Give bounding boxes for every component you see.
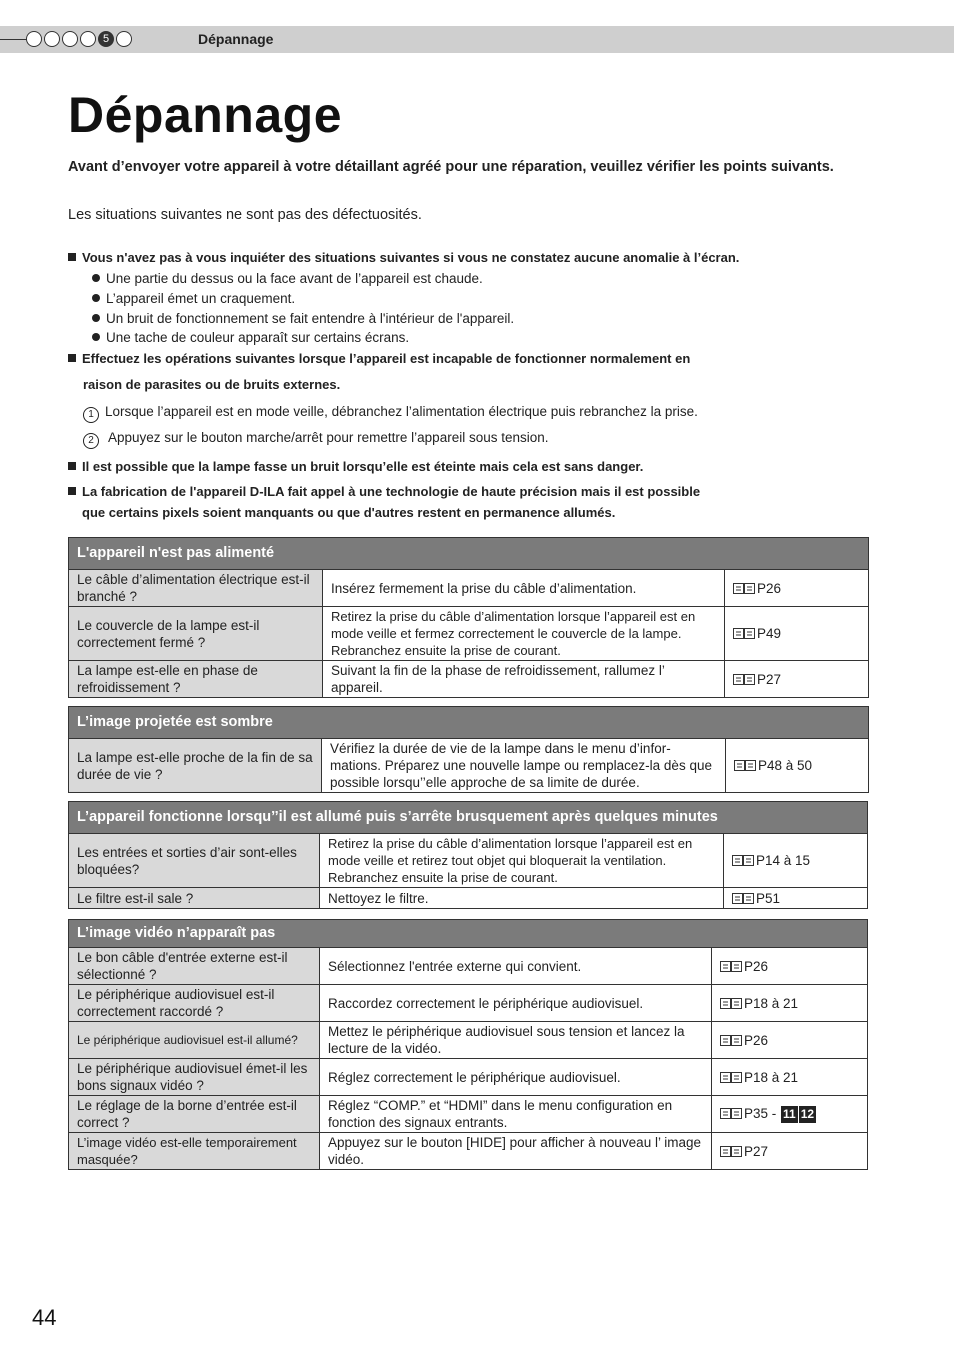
- square-bullet-icon: [68, 253, 76, 261]
- list-item: [92, 271, 483, 286]
- question-cell: Le périphérique audiovisuel est-il correctement raccordé ?: [69, 985, 320, 1022]
- manual-book-icon: [732, 893, 754, 904]
- manual-book-icon: [720, 1108, 742, 1119]
- reference-cell: [725, 570, 869, 607]
- square-bullet-icon: [68, 354, 76, 362]
- table-title: L'appareil n'est pas alimenté: [69, 538, 869, 570]
- table-row: [69, 570, 869, 607]
- reference-cell: [712, 1059, 868, 1096]
- reference-cell: [712, 948, 868, 985]
- table-row: [69, 1059, 868, 1096]
- list-item: [92, 330, 409, 345]
- table-title: L’image vidéo n’apparaît pas: [69, 920, 868, 948]
- reference-cell: [724, 888, 868, 909]
- troubleshoot-table: [68, 801, 868, 909]
- page-reference: P18 à 21: [744, 1069, 799, 1085]
- table-row: [69, 1022, 868, 1059]
- reference-cell: [712, 1022, 868, 1059]
- table-row: [69, 834, 868, 888]
- page-reference: P35 -: [744, 1106, 777, 1121]
- question-cell: Le câble d’alimentation électrique est-il branché ?: [69, 570, 323, 607]
- manual-book-icon: [720, 961, 742, 972]
- square-bullet-icon: [68, 462, 76, 470]
- answer-cell: Retirez la prise du câble d’alimentation lorsque l’appareil est en mode veille et retirez tout objet qui bloquerait la ventilation. Rebranchez ensuite la prise de courant.: [320, 834, 724, 888]
- table-row: [69, 888, 868, 909]
- step-text: Lorsque l’appareil est en mode veille, débranchez l’alimentation électrique puis rebranchez la prise.: [105, 404, 698, 419]
- table-row: [69, 661, 869, 698]
- section-heading: [68, 351, 690, 366]
- section-heading-continued: que certains pixels soient manquants ou que d'autres restent en permanence allumés.: [82, 505, 616, 520]
- answer-cell: Vérifiez la durée de vie de la lampe dans le menu d’infor-mations. Préparez une nouvelle lampe ou remplacez-la dès que possible lorsqu’’elle approche de sa limite de durée.: [322, 739, 726, 793]
- page-badge: 11: [783, 1107, 796, 1121]
- list-item-text: Une partie du dessus ou la face avant de l’appareil est chaude.: [106, 271, 483, 286]
- list-item-text: L’appareil émet un craquement.: [106, 291, 296, 306]
- troubleshoot-table: [68, 919, 868, 1170]
- manual-book-icon: [734, 760, 756, 771]
- manual-book-icon: [733, 674, 755, 685]
- page-reference: P26: [744, 958, 769, 974]
- list-item-text: Une tache de couleur apparaît sur certains écrans.: [106, 330, 410, 345]
- answer-cell: Réglez “COMP.” et “HDMI” dans le menu configuration en fonction des signaux entrants.: [320, 1096, 712, 1133]
- question-cell: Le couvercle de la lampe est-il correctement fermé ?: [69, 607, 323, 661]
- reference-cell: [712, 1133, 868, 1170]
- answer-cell: Raccordez correctement le périphérique audiovisuel.: [320, 985, 712, 1022]
- answer-cell: Suivant la fin de la phase de refroidissement, rallumez l’ appareil.: [323, 661, 725, 698]
- question-cell: L’image vidéo est-elle temporairement masquée?: [69, 1133, 320, 1170]
- page-badge: 12: [800, 1107, 815, 1121]
- table-row: [69, 1096, 868, 1133]
- table-row: [69, 1133, 868, 1170]
- troubleshoot-table: [68, 537, 869, 698]
- answer-cell: Nettoyez le filtre.: [320, 888, 724, 909]
- reference-cell: [725, 661, 869, 698]
- square-bullet-icon: [68, 487, 76, 495]
- section-heading-text: Vous n'avez pas à vous inquiéter des situations suivantes si vous ne constatez aucune anomalie à l’écran.: [82, 250, 740, 265]
- manual-book-icon: [720, 1035, 742, 1046]
- table-row: [69, 948, 868, 985]
- reference-cell: [725, 607, 869, 661]
- manual-book-icon: [733, 583, 755, 594]
- reference-cell: [724, 834, 868, 888]
- section-heading-continued: raison de parasites ou de bruits externes.: [83, 377, 341, 392]
- troubleshoot-table: [68, 706, 869, 793]
- section-heading: [68, 459, 643, 474]
- answer-cell: Insérez fermement la prise du câble d’alimentation.: [323, 570, 725, 607]
- list-item: [92, 311, 514, 326]
- table-row: [69, 607, 869, 661]
- manual-book-icon: [720, 1146, 742, 1157]
- question-cell: Le périphérique audiovisuel émet-il les bons signaux vidéo ?: [69, 1059, 320, 1096]
- page-reference: P51: [756, 890, 781, 906]
- chapter-progress: [26, 31, 134, 47]
- chapter-circle: [26, 31, 42, 47]
- page-title: Dépannage: [68, 87, 343, 143]
- question-cell: Le bon câble d'entrée externe est-il sélectionné ?: [69, 948, 320, 985]
- chapter-circle: [116, 31, 132, 47]
- section-heading-text: Effectuez les opérations suivantes lorsque l’appareil est incapable de fonctionner normalement en: [82, 351, 691, 366]
- question-cell: La lampe est-elle en phase de refroidissement ?: [69, 661, 323, 698]
- chapter-circle: [62, 31, 78, 47]
- bullet-dot-icon: [92, 294, 100, 302]
- page-reference: P49: [757, 626, 782, 641]
- bullet-dot-icon: [92, 333, 100, 341]
- reference-cell: [712, 1096, 868, 1133]
- numbered-step: [83, 430, 549, 449]
- table-row: [69, 739, 869, 793]
- list-item-text: Un bruit de fonctionnement se fait entendre à l'intérieur de l'appareil.: [106, 311, 515, 326]
- page-reference: P48 à 50: [758, 758, 813, 773]
- question-cell: Le périphérique audiovisuel est-il allumé?: [69, 1022, 320, 1059]
- bullet-dot-icon: [92, 274, 100, 282]
- answer-cell: Retirez la prise du câble d’alimentation lorsque l’appareil est en mode veille et fermez correctement le couvercle de la lampe. Rebranchez ensuite la prise de courant.: [323, 607, 725, 661]
- page-reference: P27: [757, 671, 782, 687]
- page-reference: P26: [744, 1032, 769, 1048]
- intro-text: Avant d’envoyer votre appareil à votre détaillant agréé pour une réparation, veuillez vérifier les points suivants.: [68, 159, 834, 175]
- section-heading-text: Il est possible que la lampe fasse un bruit lorsqu’elle est éteinte mais cela est sans danger.: [82, 459, 644, 474]
- answer-cell: Sélectionnez l'entrée externe qui convient.: [320, 948, 712, 985]
- page-number: 44: [32, 1305, 57, 1330]
- table-title: L’appareil fonctionne lorsqu’’il est allumé puis s’arrête brusquement après quelques minutes: [69, 802, 868, 834]
- reference-cell: [712, 985, 868, 1022]
- answer-cell: Réglez correctement le périphérique audiovisuel.: [320, 1059, 712, 1096]
- list-item: [92, 291, 295, 306]
- chapter-circle: [80, 31, 96, 47]
- question-cell: Le filtre est-il sale ?: [69, 888, 320, 909]
- chapter-circle-active: 5: [98, 31, 114, 47]
- section-heading-text: La fabrication de l'appareil D-ILA fait appel à une technologie de haute précision mais il est possible: [82, 484, 701, 499]
- reference-cell: [726, 739, 869, 793]
- manual-book-icon: [720, 998, 742, 1009]
- header-bar: [0, 26, 954, 53]
- numbered-step: [83, 404, 698, 423]
- answer-cell: Mettez le périphérique audiovisuel sous tension et lancez la lecture de la vidéo.: [320, 1022, 712, 1059]
- table-title: L’image projetée est sombre: [69, 707, 869, 739]
- page-reference: P18 à 21: [744, 995, 799, 1011]
- step-text: Appuyez sur le bouton marche/arrêt pour remettre l’appareil sous tension.: [108, 430, 549, 445]
- page-reference: P26: [757, 580, 782, 596]
- manual-book-icon: [732, 855, 754, 866]
- section-heading: [68, 484, 700, 499]
- page-reference: P14 à 15: [756, 853, 811, 868]
- section-heading: [68, 250, 739, 265]
- chapter-circle: [44, 31, 60, 47]
- breadcrumb: Dépannage: [198, 31, 274, 47]
- question-cell: Le réglage de la borne d’entrée est-il correct ?: [69, 1096, 320, 1133]
- bullet-dot-icon: [92, 314, 100, 322]
- manual-book-icon: [733, 628, 755, 639]
- table-row: [69, 985, 868, 1022]
- step-number-icon: 2: [83, 433, 99, 449]
- manual-book-icon: [720, 1072, 742, 1083]
- step-number-icon: 1: [83, 407, 99, 423]
- answer-cell: Appuyez sur le bouton [HIDE] pour afficher à nouveau l’ image vidéo.: [320, 1133, 712, 1170]
- page-reference: P27: [744, 1143, 769, 1159]
- note-text: Les situations suivantes ne sont pas des défectuosités.: [68, 207, 422, 223]
- question-cell: Les entrées et sorties d’air sont-elles bloquées?: [69, 834, 320, 888]
- question-cell: La lampe est-elle proche de la fin de sa durée de vie ?: [69, 739, 322, 793]
